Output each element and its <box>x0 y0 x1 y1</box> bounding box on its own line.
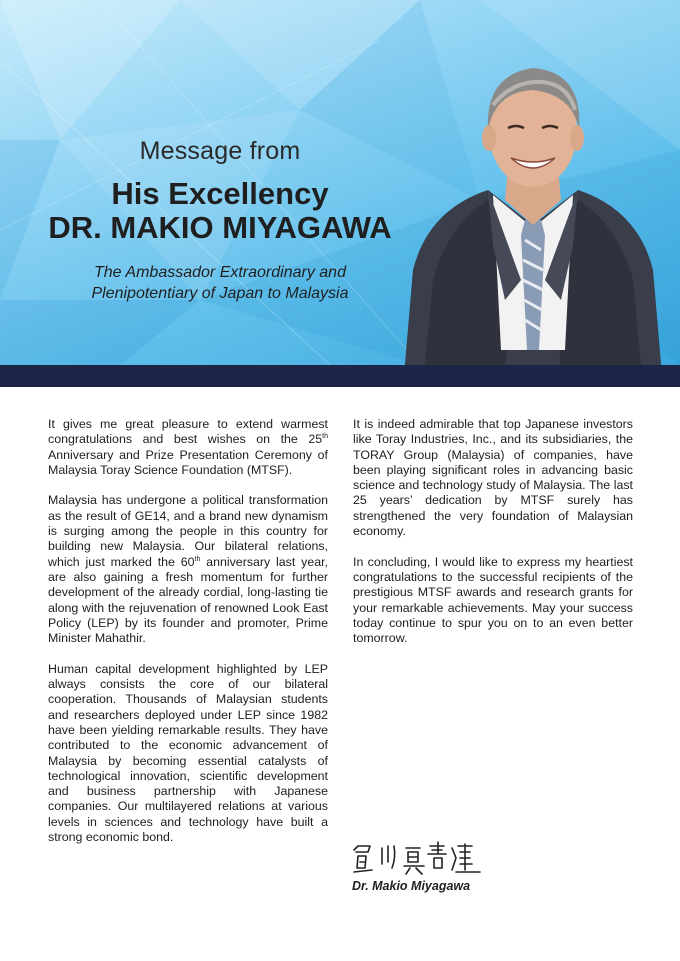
handwritten-signature <box>348 838 488 878</box>
ambassador-portrait <box>393 50 673 387</box>
title-his-excellency: His Excellency <box>111 176 329 211</box>
paragraph-4: It is indeed admirable that top Japanese investors like Toray Industries, Inc., and its subsidiaries, the TORAY Group (Malaysia) of companies, have been playing significant roles in advancing basic science and technology study of Malaysia. The last 25 years’ dedication by MTSF surely has strengthened the very foundation of Malaysian economy. <box>353 417 633 539</box>
signatory-name: Dr. Makio Miyagawa <box>352 879 471 893</box>
title-name: DR. MAKIO MIYAGAWA <box>48 210 392 245</box>
subtitle-line-2: Plenipotentiary of Japan to Malaysia <box>91 285 349 302</box>
paragraph-3: Human capital development highlighted by LEP always consists the core of our bilateral cooperation. Thousands of Malaysian students and researchers deployed under LEP since 1982 have been yielding remarkable results. They have contributed to the economic advancement of Malaysia by becoming essential catalysts of technological innovation, scientific development and business partnership with Japanese companies. Our multilayered relations at various levels in sciences and technology have built a strong economic bond. <box>48 661 328 845</box>
message-from-heading: Message from <box>139 137 301 165</box>
subtitle-line-1: The Ambassador Extraordinary and <box>94 264 346 281</box>
paragraph-1: It gives me great pleasure to extend warmest congratulations and best wishes on the 25th Anniversary and Prize Presentation Ceremony of Malaysia Toray Science Foundation (MTSF). <box>48 417 328 477</box>
right-column <box>353 417 633 662</box>
navy-divider-band <box>0 365 680 387</box>
paragraph-5: In concluding, I would like to express my heartiest congratulations to the successful recipients of the prestigious MTSF awards and research grants for your remarkable achievements. May your success today continue to spur you on to an even better tomorrow. <box>353 554 633 646</box>
paragraph-2: Malaysia has undergone a political transformation as the result of GE14, and a brand new dynamism is surging among the people in this country for building new Malaysia. Our bilateral relations, which just marked the 60th anniversary last year, are also gaining a fresh momentum for further development of the already cordial, long-lasting tie along with the rejuvenation of renowned Look East Policy (LEP) by its founder and promoter, Prime Minister Mahathir. <box>48 493 328 646</box>
subtitle <box>0 262 440 304</box>
left-column <box>48 417 328 861</box>
